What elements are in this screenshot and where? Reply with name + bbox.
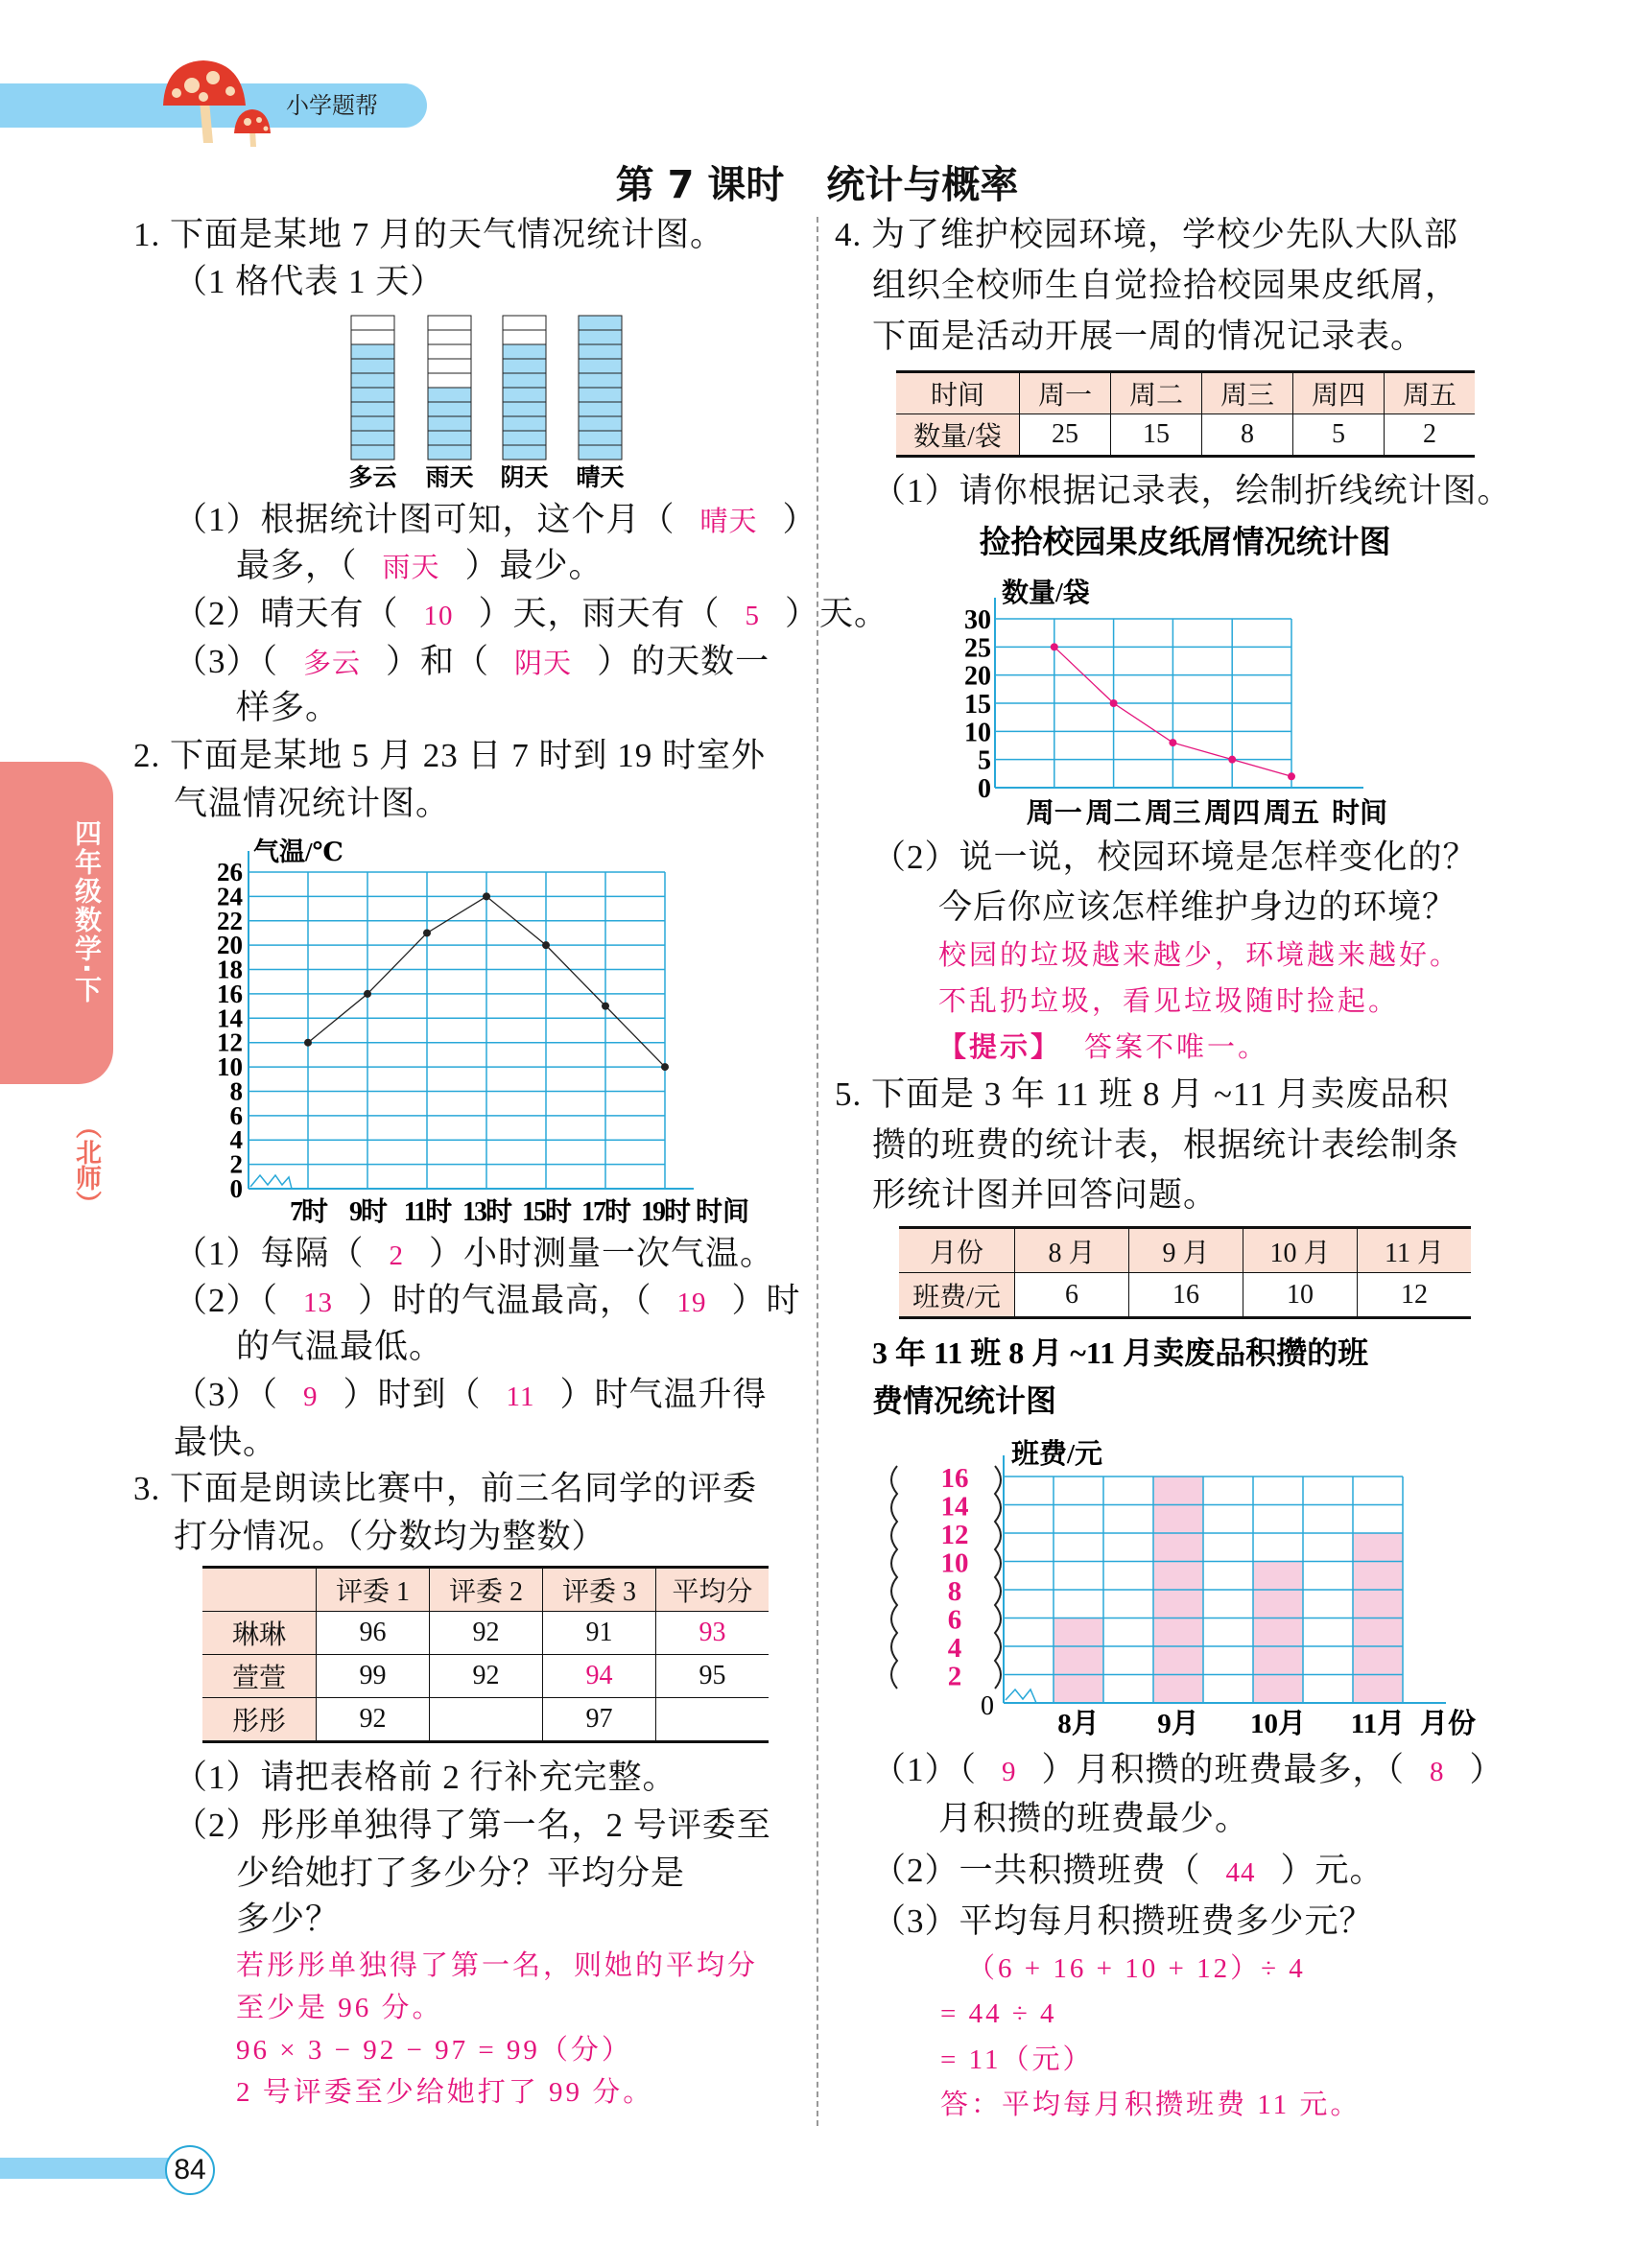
- bar-cell: [351, 402, 394, 416]
- text: ）元。: [1280, 1852, 1385, 1889]
- answer-text: = 11（元）: [940, 2044, 1094, 2075]
- text: 组织全校师生自觉捡拾校园果皮纸屑，: [872, 267, 1460, 304]
- bar-label: 雨天: [425, 465, 474, 491]
- text-line: [835, 1071, 1449, 1119]
- bar-cell: [503, 402, 546, 416]
- text: 4. 为了维护校园环境，学校少先队大队部: [835, 216, 1459, 253]
- text: 多少？: [236, 1901, 341, 1938]
- text: （3）平均每月积攒班费多少元？: [872, 1902, 1374, 1940]
- y-tick-label: 2: [229, 1149, 243, 1179]
- y-tick-label: 10: [964, 718, 991, 748]
- data-point: [1228, 756, 1236, 764]
- bar-cell: [503, 388, 546, 402]
- y-tick-label: 10: [940, 1547, 969, 1579]
- y-tick-label: 18: [217, 955, 243, 984]
- y-tick-label: 20: [964, 661, 991, 692]
- answer-line: [236, 1984, 443, 2032]
- text-line: [236, 1850, 685, 1898]
- bar-cell: [428, 416, 471, 431]
- y-tick-label: 0: [978, 774, 991, 804]
- table-cell: 99: [317, 1655, 430, 1698]
- lesson-number: 第 7 课时: [615, 163, 785, 207]
- text-line: [174, 1277, 801, 1327]
- data-point: [661, 1063, 669, 1071]
- table-cell: 12: [1358, 1273, 1472, 1318]
- answer-text: 2: [389, 1240, 405, 1271]
- bar-cell: [579, 359, 622, 373]
- chart-title: 费情况统计图: [872, 1383, 1057, 1418]
- bar-cell: [503, 416, 546, 431]
- text: （1）请你根据记录表，绘制折线统计图。: [872, 472, 1512, 509]
- bar: [1054, 1618, 1103, 1704]
- right-paren-brace: [995, 1466, 1001, 1689]
- text: （2）（: [174, 1282, 279, 1319]
- table-cell: 10: [1243, 1273, 1358, 1318]
- x-axis-label: 时间: [1332, 798, 1388, 829]
- bar-cell: [579, 402, 622, 416]
- text-line: [872, 467, 1512, 515]
- answer-line: [940, 1990, 1057, 2038]
- table-cell: 95: [656, 1655, 770, 1698]
- answer-cell: 94: [543, 1655, 656, 1698]
- bar-cell: [503, 373, 546, 388]
- table-cell: 数量/袋: [896, 414, 1020, 457]
- text-line: [174, 258, 444, 306]
- text: 5. 下面是 3 年 11 班 8 月 ~11 月卖废品积: [835, 1075, 1450, 1113]
- x-tick-label: 19时: [640, 1197, 690, 1227]
- bar-cell: [503, 431, 546, 445]
- data-point: [304, 1039, 312, 1047]
- y-tick-label: 20: [217, 931, 243, 960]
- text: 最快。: [174, 1424, 278, 1461]
- table-cell: 16: [1129, 1273, 1243, 1318]
- text: 样多。: [236, 689, 341, 726]
- y-axis-label: 班费/元: [1011, 1439, 1103, 1470]
- table-header-cell: 周三: [1202, 372, 1293, 414]
- text-line: [872, 1122, 1459, 1169]
- x-tick-label: 周三: [1145, 798, 1201, 829]
- x-tick-label: 周四: [1204, 798, 1261, 829]
- text-line: [174, 1802, 771, 1850]
- x-tick-label: 周二: [1085, 798, 1142, 829]
- y-tick-label: 5: [978, 745, 991, 776]
- bar-cell: [503, 344, 546, 359]
- x-tick-label: 11时: [403, 1197, 451, 1227]
- table-header-cell: 11 月: [1358, 1228, 1472, 1273]
- table-cell: [656, 1698, 770, 1742]
- text-line: [174, 1754, 677, 1802]
- bar-cell: [351, 445, 394, 460]
- answer-text: 不乱扔垃圾，看见垃圾随时捡起。: [938, 986, 1400, 1017]
- text: （2）一共积攒班费（: [872, 1852, 1201, 1889]
- table-header-cell: 评委 1: [317, 1568, 430, 1612]
- table-cell: 97: [543, 1698, 656, 1742]
- y-tick-label: 16: [217, 979, 243, 1008]
- x-axis-label: 月份: [1420, 1709, 1477, 1739]
- chart-title: 捡拾校园果皮纸屑情况统计图: [979, 526, 1391, 560]
- text: ）最少。: [464, 547, 604, 584]
- table-cell: 萱萱: [202, 1655, 317, 1698]
- bar-cell: [503, 330, 546, 344]
- table-cell: 91: [543, 1612, 656, 1655]
- y-tick-label: 26: [217, 858, 243, 886]
- text: ）: [782, 501, 817, 538]
- answer-cell: 93: [656, 1612, 770, 1655]
- answer-text: 校园的垃圾越来越少，环境越来越好。: [938, 940, 1461, 971]
- table-cell: 班费/元: [899, 1273, 1015, 1318]
- answer-text: 雨天: [382, 553, 440, 583]
- text-line: [872, 262, 1459, 310]
- text: 1. 下面是某地 7 月的天气情况统计图。: [133, 216, 725, 253]
- data-point: [423, 929, 431, 936]
- table-row: [896, 414, 1475, 457]
- table-header-cell: 8 月: [1015, 1228, 1129, 1273]
- data-point: [602, 1003, 609, 1010]
- text: 今后你应该怎样维护身边的环境？: [938, 888, 1457, 926]
- y-tick-label: 4: [229, 1125, 243, 1155]
- y-tick-label: 6: [947, 1604, 962, 1636]
- y-tick-label: 25: [964, 633, 991, 664]
- answer-line: [938, 932, 1460, 980]
- answer-text: 多云: [303, 649, 362, 679]
- bar-cell: [579, 316, 622, 330]
- answer-text: 答：平均每月积攒班费 11 元。: [940, 2090, 1362, 2120]
- text: 下面是活动开展一周的情况记录表。: [872, 318, 1426, 355]
- table-header-row: [899, 1228, 1471, 1273]
- bar-cell: [428, 445, 471, 460]
- answer-text: 44: [1225, 1857, 1256, 1888]
- bar-cell: [579, 431, 622, 445]
- table-header-cell: 周一: [1020, 372, 1111, 414]
- bar-cell: [351, 373, 394, 388]
- data-point: [1169, 739, 1176, 746]
- table-header-cell: 月份: [899, 1228, 1015, 1273]
- table-header-cell: 周五: [1385, 372, 1476, 414]
- lesson-topic: 统计与概率: [826, 163, 1019, 207]
- y-tick-label: 22: [217, 906, 243, 935]
- chart-title: 3 年 11 班 8 月 ~11 月卖废品积攒的班: [872, 1335, 1369, 1370]
- table-row: [202, 1698, 769, 1742]
- data-point: [1110, 699, 1118, 707]
- table-cell: 5: [1293, 414, 1385, 457]
- text-line: [872, 1898, 1374, 1946]
- answer-text: 9: [303, 1382, 319, 1412]
- answer-text: 阴天: [514, 649, 573, 679]
- answer-text: = 44 ÷ 4: [940, 1998, 1057, 2029]
- bar-cell: [503, 359, 546, 373]
- table-cell: 6: [1015, 1273, 1129, 1318]
- answer-text: 晴天: [699, 507, 758, 537]
- y-tick-label: 8: [947, 1576, 962, 1607]
- text-line: [174, 1371, 767, 1421]
- bar-cell: [503, 445, 546, 460]
- answer-text: 5: [745, 601, 761, 631]
- table-header-row: [202, 1568, 769, 1612]
- x-tick-label: 13时: [462, 1197, 511, 1227]
- text-line: [174, 638, 770, 688]
- table-row: [202, 1612, 769, 1655]
- text: ）小时测量一次气温。: [429, 1235, 775, 1272]
- text-line: [174, 496, 817, 546]
- y-tick-label: 16: [940, 1463, 969, 1494]
- text: 的气温最低。: [236, 1328, 444, 1365]
- answer-text: 至少是 96 分。: [236, 1993, 443, 2023]
- text-line: [133, 1465, 757, 1513]
- text: ）: [1469, 1751, 1504, 1788]
- bar-cell: [428, 402, 471, 416]
- y-tick-label: 6: [229, 1100, 243, 1130]
- table-header-row: [896, 372, 1475, 414]
- table-header-cell: 10 月: [1243, 1228, 1358, 1273]
- text-line: [938, 884, 1456, 932]
- text: ）时气温升得: [559, 1376, 768, 1413]
- text: （2）说一说，校园环境是怎样变化的？: [872, 839, 1478, 876]
- answer-text: 答案不唯一。: [1084, 1032, 1269, 1063]
- y-axis-label: 数量/袋: [1002, 579, 1090, 608]
- y-tick-label: 30: [964, 605, 991, 635]
- x-tick-label: 9月: [1157, 1709, 1199, 1739]
- text: 2. 下面是某地 5 月 23 日 7 时到 19 时室外: [133, 737, 767, 774]
- y-tick-label: 2: [947, 1661, 962, 1692]
- bar-cell: [428, 330, 471, 344]
- table-header-cell: 9 月: [1129, 1228, 1243, 1273]
- side-tab-label: 四年级数学·下: [71, 819, 103, 1004]
- bar-cell: [351, 344, 394, 359]
- answer-line: [236, 1942, 758, 1990]
- answer-text: 8: [1430, 1757, 1445, 1787]
- table-cell: 8: [1202, 414, 1293, 457]
- answer-line: [940, 2081, 1361, 2129]
- bar-cell: [428, 316, 471, 330]
- y-tick-label: 8: [229, 1076, 243, 1106]
- answer-line: [938, 1023, 1268, 1072]
- text: （2）彤彤单独得了第一名，2 号评委至: [174, 1807, 771, 1844]
- text: ）月积攒的班费最多，（: [1041, 1751, 1406, 1788]
- axis-break-icon: [1006, 1689, 1036, 1703]
- bar-cell: [428, 359, 471, 373]
- table-header-cell: 评委 3: [543, 1568, 656, 1612]
- x-tick-label: 11月: [1350, 1709, 1406, 1739]
- text: 攒的班费的统计表，根据统计表绘制条: [872, 1126, 1460, 1164]
- text: ）天，雨天有（: [478, 595, 721, 632]
- text-line: [236, 684, 340, 732]
- text: 最多，（: [236, 547, 358, 584]
- data-point: [1288, 772, 1295, 780]
- text-line: [872, 313, 1425, 361]
- x-axis-label: 时间: [696, 1197, 750, 1227]
- score-table: [202, 1566, 769, 1743]
- text: ）和（: [386, 643, 490, 680]
- text-line: [174, 780, 450, 828]
- y-tick-label: 10: [217, 1052, 243, 1082]
- table-header-cell: 周四: [1293, 372, 1385, 414]
- text-line: [174, 590, 888, 640]
- table-header-cell: 时间: [896, 372, 1020, 414]
- x-tick-label: 8月: [1057, 1709, 1100, 1739]
- answer-line: [967, 1945, 1306, 1993]
- y-tick-label: 4: [947, 1633, 962, 1664]
- table-cell: 15: [1111, 414, 1202, 457]
- brand-label: 小学题帮: [286, 92, 378, 119]
- bar-cell: [428, 373, 471, 388]
- table-header-cell: 评委 2: [430, 1568, 543, 1612]
- data-point: [542, 941, 550, 949]
- text-line: [872, 1171, 1218, 1219]
- answer-line: [236, 2068, 653, 2116]
- bar-cell: [579, 388, 622, 402]
- answer-text: 13: [303, 1288, 334, 1318]
- bar-cell: [579, 344, 622, 359]
- answer-line: [938, 978, 1399, 1026]
- record-table: [896, 370, 1475, 458]
- text-line: [938, 1795, 1249, 1843]
- text: ）的天数一: [597, 643, 770, 680]
- table-row: [899, 1273, 1471, 1318]
- text: （2）晴天有（: [174, 595, 399, 632]
- table-header-cell: 周二: [1111, 372, 1202, 414]
- bar-cell: [579, 373, 622, 388]
- x-tick-label: 17时: [580, 1197, 630, 1227]
- y-axis-label: 气温/℃: [253, 838, 343, 866]
- text: ）时的气温最高，（: [358, 1282, 652, 1319]
- x-tick-label: 15时: [521, 1197, 571, 1227]
- answer-text: 19: [676, 1288, 707, 1318]
- answer-text: 若彤彤单独得了第一名，则她的平均分: [236, 1950, 759, 1981]
- answer-text: 96 × 3 − 92 − 97 = 99（分）: [236, 2035, 632, 2066]
- text-line: [174, 1419, 277, 1467]
- bar-label: 晴天: [576, 465, 625, 491]
- edition-label: （北师）: [71, 1113, 101, 1217]
- answer-text: 9: [1002, 1757, 1017, 1787]
- text: （1）每隔（: [174, 1235, 365, 1272]
- y-tick-label: 14: [217, 1004, 243, 1033]
- bar-cell: [579, 416, 622, 431]
- left-paren-brace: [891, 1466, 897, 1689]
- bar-cell: [351, 330, 394, 344]
- text: 月积攒的班费最少。: [938, 1800, 1250, 1837]
- table-cell: 琳琳: [202, 1612, 317, 1655]
- answer-line: [940, 2036, 1094, 2084]
- text: 形统计图并回答问题。: [872, 1176, 1219, 1214]
- table-cell: 2: [1385, 414, 1476, 457]
- text-line: [174, 1230, 774, 1280]
- text-line: [835, 211, 1458, 259]
- text-line: [872, 1847, 1385, 1897]
- bar-cell: [428, 388, 471, 402]
- text: （1 格代表 1 天）: [174, 263, 445, 300]
- text: 打分情况。（分数均为整数）: [174, 1518, 606, 1555]
- y-zero-label: 0: [981, 1691, 994, 1721]
- bar-cell: [428, 344, 471, 359]
- text: （3）（: [174, 643, 279, 680]
- table-cell: 96: [317, 1612, 430, 1655]
- text: 气温情况统计图。: [174, 785, 451, 822]
- text-line: [872, 1746, 1504, 1796]
- bar-cell: [351, 431, 394, 445]
- table-header-cell: [202, 1568, 317, 1612]
- axis-break-icon: [250, 1175, 292, 1189]
- fee-table: [899, 1226, 1471, 1319]
- y-tick-label: 12: [940, 1520, 969, 1550]
- text: （3）（: [174, 1376, 279, 1413]
- bar-cell: [351, 416, 394, 431]
- text-line: [133, 732, 766, 780]
- table-cell: 彤彤: [202, 1698, 317, 1742]
- data-point: [483, 892, 490, 900]
- x-tick-label: 周五: [1263, 798, 1320, 829]
- text-line: [236, 542, 604, 592]
- y-tick-label: 12: [217, 1028, 243, 1057]
- text: ）时: [731, 1282, 801, 1319]
- bar-label: 阴天: [500, 465, 549, 491]
- x-tick-label: 9时: [348, 1197, 387, 1227]
- bar-cell: [579, 330, 622, 344]
- bar-cell: [351, 359, 394, 373]
- table-cell: 92: [430, 1612, 543, 1655]
- table-cell: 25: [1020, 414, 1111, 457]
- y-tick-label: 0: [229, 1174, 243, 1203]
- answer-text: 11: [506, 1382, 535, 1412]
- text: （1）根据统计图可知，这个月（: [174, 501, 675, 538]
- text: ）时到（: [343, 1376, 482, 1413]
- table-header-cell: 平均分: [656, 1568, 770, 1612]
- text-line: [872, 834, 1478, 882]
- y-tick-label: 14: [940, 1491, 969, 1523]
- x-tick-label: 周一: [1026, 798, 1082, 829]
- x-tick-label: 10月: [1249, 1709, 1307, 1739]
- answer-text: （6 + 16 + 10 + 12）÷ 4: [967, 1953, 1306, 1984]
- table-row: [202, 1655, 769, 1698]
- text: （1）（: [872, 1751, 978, 1788]
- answer-text: 10: [423, 601, 454, 631]
- bar-cell: [351, 316, 394, 330]
- bar-cell: [428, 431, 471, 445]
- bar-label: 多云: [348, 465, 397, 491]
- bar-cell: [351, 388, 394, 402]
- answer-line: [236, 2026, 632, 2074]
- answer-text: 2 号评委至少给她打了 99 分。: [236, 2077, 654, 2108]
- y-tick-label: 24: [217, 882, 243, 911]
- bar-cell: [579, 445, 622, 460]
- data-point: [1051, 643, 1058, 650]
- text: 3. 下面是朗读比赛中，前三名同学的评委: [133, 1470, 758, 1507]
- text-line: [236, 1323, 443, 1371]
- page-number: 84: [165, 2145, 215, 2195]
- bar: [1253, 1562, 1303, 1704]
- table-cell: 92: [430, 1655, 543, 1698]
- bar-cell: [503, 316, 546, 330]
- text: 少给她打了多少分？平均分是: [236, 1855, 686, 1892]
- text-line: [174, 1513, 606, 1561]
- text: ）天。: [785, 595, 889, 632]
- table-cell: [430, 1698, 543, 1742]
- text-line: [133, 211, 724, 259]
- x-tick-label: 7时: [289, 1197, 327, 1227]
- y-tick-label: 15: [964, 690, 991, 720]
- text-line: [236, 1896, 340, 1944]
- data-point: [364, 990, 371, 998]
- table-cell: 92: [317, 1698, 430, 1742]
- hint-label: 【提示】: [938, 1030, 1062, 1063]
- text: （1）请把表格前 2 行补充完整。: [174, 1759, 677, 1796]
